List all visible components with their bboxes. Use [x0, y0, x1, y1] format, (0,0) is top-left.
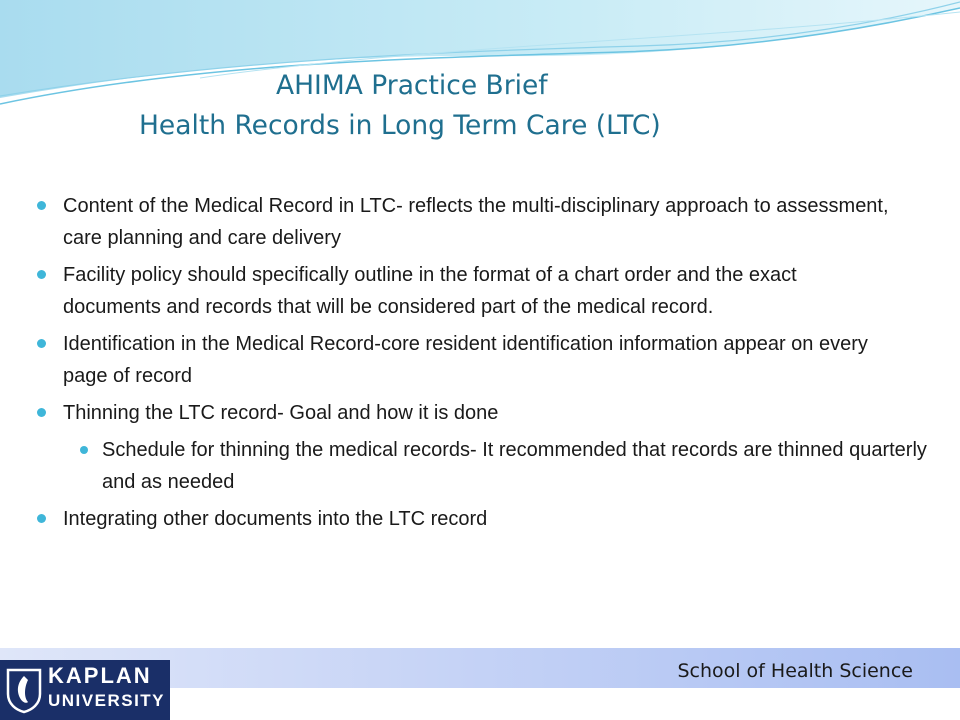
bullet-item — [0, 190, 960, 254]
bullet-text: Facility policy should specifically outline in the format of a chart order and the exact documents and records that will be considered part of the medical record. — [63, 264, 797, 318]
bullet-text: Integrating other documents into the LTC record — [63, 508, 488, 530]
bullet-dot-icon — [37, 514, 46, 523]
slide-title — [0, 66, 960, 146]
kaplan-emblem-icon — [4, 666, 44, 714]
bullet-dot-icon — [80, 446, 88, 454]
slide-title-line1: AHIMA Practice Brief — [276, 70, 548, 101]
kaplan-university-logo — [0, 660, 170, 720]
bullet-text: Content of the Medical Record in LTC- reflects the multi-disciplinary approach to assessment, care planning and care delivery — [63, 195, 889, 249]
bullet-item — [0, 328, 960, 392]
logo-text-university: UNIVERSITY — [48, 691, 166, 710]
bullet-item — [0, 397, 960, 429]
bullet-item — [0, 259, 960, 323]
bullet-item — [0, 503, 960, 535]
sub-bullet-text: Schedule for thinning the medical records- It recommended that records are thinned quarterly and as needed — [102, 439, 927, 493]
bullet-text: Thinning the LTC record- Goal and how it is done — [63, 402, 499, 424]
footer-school-name: School of Health Science — [677, 660, 913, 682]
sub-bullet-item — [0, 434, 960, 498]
bullet-dot-icon — [37, 201, 46, 210]
slide-title-line2: Health Records in Long Term Care (LTC) — [139, 110, 661, 141]
logo-text-kaplan: KAPLAN — [48, 663, 152, 688]
bullet-list — [0, 190, 960, 540]
bullet-dot-icon — [37, 339, 46, 348]
bullet-text: Identification in the Medical Record-core resident identification information appear on every page of record — [63, 333, 868, 387]
bullet-dot-icon — [37, 270, 46, 279]
bullet-dot-icon — [37, 408, 46, 417]
